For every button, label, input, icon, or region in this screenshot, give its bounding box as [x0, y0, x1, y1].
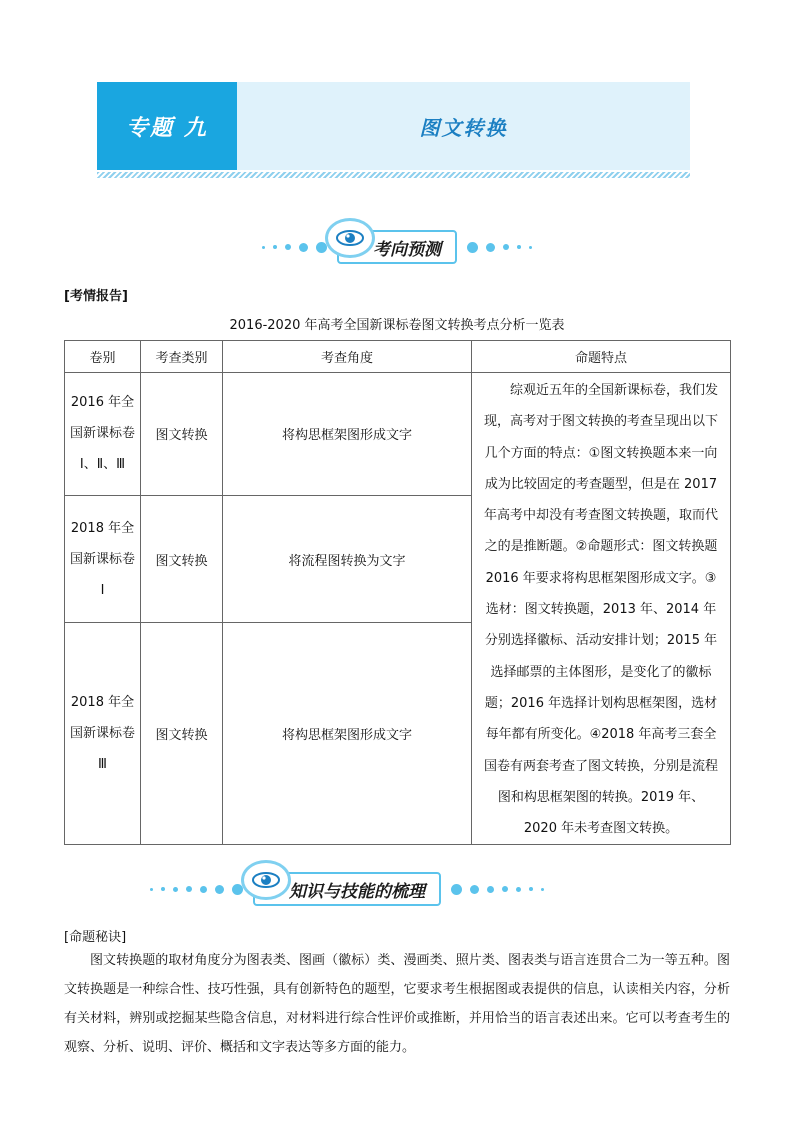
header-category: 考查类别	[141, 341, 223, 373]
header-banner	[97, 82, 690, 170]
table-caption: 2016-2020 年高考全国新课标卷图文转换考点分析一览表	[229, 318, 565, 333]
category-cell: 图文转换	[141, 623, 223, 845]
table-row	[65, 373, 731, 496]
analysis-table	[64, 340, 731, 845]
left-dots	[150, 884, 243, 895]
header-features: 命题特点	[472, 341, 731, 373]
section-heading-knowledge	[150, 872, 544, 906]
category-cell: 图文转换	[141, 373, 223, 496]
category-cell: 图文转换	[141, 495, 223, 623]
header-paper: 卷别	[65, 341, 141, 373]
header-angle: 考查角度	[223, 341, 472, 373]
paper-cell: 2018 年全 国新课标卷 Ⅰ	[65, 495, 141, 623]
eye-icon	[325, 218, 375, 258]
table-header-row	[65, 341, 731, 373]
paper-cell: 2016 年全 国新课标卷 Ⅰ、Ⅱ、Ⅲ	[65, 373, 141, 496]
section-title: 考向预测	[373, 239, 441, 260]
report-label: [考情报告]	[64, 289, 128, 304]
section-heading-forecast	[262, 230, 532, 264]
banner-divider	[97, 172, 690, 178]
angle-cell: 将构思框架图形成文字	[223, 623, 472, 845]
right-dots	[451, 884, 544, 895]
topic-title-panel	[237, 82, 690, 170]
angle-cell: 将构思框架图形成文字	[223, 373, 472, 496]
tips-label: [命题秘诀]	[64, 930, 127, 945]
section-title: 知识与技能的梳理	[289, 881, 425, 902]
topic-number-panel	[97, 82, 237, 170]
left-dots	[262, 242, 327, 253]
section-badge	[337, 230, 457, 264]
right-dots	[467, 242, 532, 253]
eye-icon	[241, 860, 291, 900]
angle-cell: 将流程图转换为文字	[223, 495, 472, 623]
features-cell: 综观近五年的全国新课标卷，我们发现，高考对于图文转换的考查呈现出以下几个方面的特点：①图文转换题本来一向成为比较固定的考查题型，但是在 2017 年高考中却没有考查图文转换题，取而代之的是推断题。②命题形式：图文转换题 2016 年要求将构思框架图形成文字。③选材：图文转换题，2013 年、2014 年分别选择徽标、活动安排计划；2015 年选择邮票的主体图形，是变化了的徽标题；2016 年选择计划构思框架图，选材每年都有所变化。④2018 年高考三套全国卷有两套考查了图文转换，分别是流程图和构思框架图的转换。2019 年、2020 年未考查图文转换。	[472, 373, 731, 845]
section-badge	[253, 872, 441, 906]
paper-cell: 2018 年全 国新课标卷 Ⅲ	[65, 623, 141, 845]
tips-paragraph: 图文转换题的取材角度分为图表类、图画（徽标）类、漫画类、照片类、图表类与语言连贯合二为一等五种。图文转换题是一种综合性、技巧性强，具有创新特色的题型，它要求考生根据图或表提供的信息，认读相关内容，分析有关材料，辨别或挖掘某些隐含信息，对材料进行综合性评价或推断，并用恰当的语言表述出来。它可以考查考生的观察、分析、说明、评价、概括和文字表达等多方面的能力。	[64, 953, 730, 1055]
topic-number: 专题 九	[126, 114, 208, 141]
topic-title: 图文转换	[419, 115, 508, 140]
